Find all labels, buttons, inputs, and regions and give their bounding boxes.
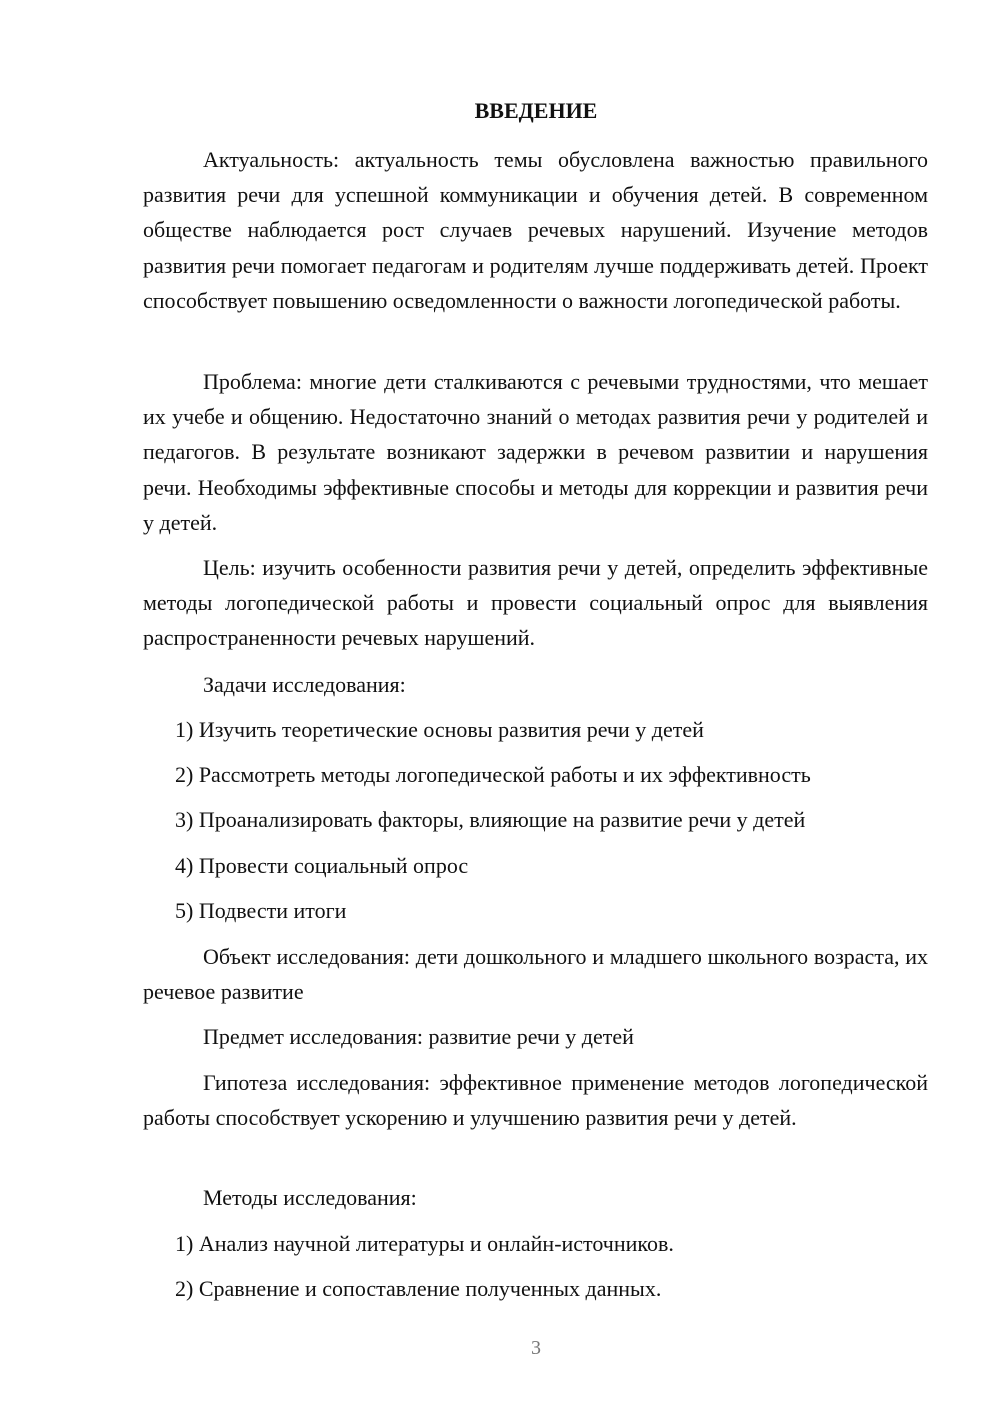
relevance-paragraph: Актуальность: актуальность темы обусловлена важностью правильного развития речи для успешной коммуникации и обучения детей. В современном обществе наблюдается рост случаев речевых нарушений. Изучение методов развития речи помогает педагогам и родителям лучше поддерживать детей. Проект способствует повышению осведомленности о важности логопедической работы. xyxy=(143,147,928,313)
task-item: 1) Изучить теоретические основы развития речи у детей xyxy=(175,717,704,742)
problem-paragraph: Проблема: многие дети сталкиваются с речевыми трудностями, что мешает их учебе и общению. Недостаточно знаний о методах развития речи у родителей и педагогов. В результате возникают задержки в речевом развитии и нарушения речи. Необходимы эффективные способы и методы для коррекции и развития речи у детей. xyxy=(143,369,928,535)
task-item: 2) Рассмотреть методы логопедической работы и их эффективность xyxy=(175,762,811,787)
subject-paragraph: Предмет исследования: развитие речи у детей xyxy=(203,1024,634,1049)
goal-paragraph: Цель: изучить особенности развития речи у детей, определить эффективные методы логопедической работы и провести социальный опрос для выявления распространенности речевых нарушений. xyxy=(143,555,928,651)
hypothesis-paragraph: Гипотеза исследования: эффективное применение методов логопедической работы способствует ускорению и улучшению развития речи у детей. xyxy=(143,1070,928,1131)
task-item: 3) Проанализировать факторы, влияющие на развитие речи у детей xyxy=(175,807,806,832)
methods-heading: Методы исследования: xyxy=(203,1185,417,1210)
page-title: ВВЕДЕНИЕ xyxy=(474,98,598,123)
object-paragraph: Объект исследования: дети дошкольного и младшего школьного возраста, их речевое развитие xyxy=(143,944,928,1005)
page-number: 3 xyxy=(531,1337,541,1359)
method-item: 2) Сравнение и сопоставление полученных данных. xyxy=(175,1276,662,1301)
task-item: 4) Провести социальный опрос xyxy=(175,853,469,878)
method-item: 1) Анализ научной литературы и онлайн-источников. xyxy=(175,1231,674,1256)
task-item: 5) Подвести итоги xyxy=(175,898,347,923)
tasks-heading: Задачи исследования: xyxy=(203,672,406,697)
